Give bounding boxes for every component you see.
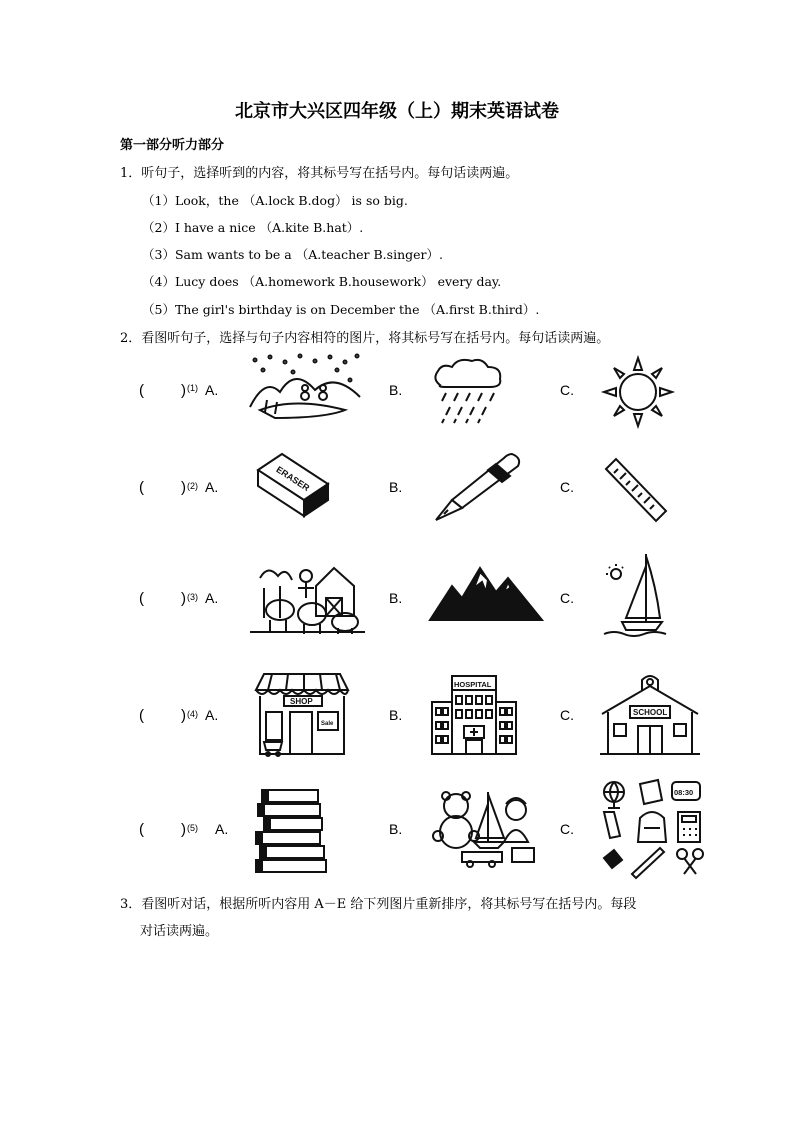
clock-time-label: 08:30 — [674, 788, 694, 797]
answer-bracket-close: ) — [181, 590, 186, 607]
answer-bracket-close: ) — [181, 479, 186, 496]
item-number: (1) — [187, 383, 198, 393]
eraser-icon — [252, 450, 332, 522]
option-c-label: C. — [560, 821, 574, 837]
question-1-item-3: （3）Sam wants to be a （A.teacher B.singer）. — [142, 247, 443, 262]
hospital-sign-label: HOSPITAL — [454, 680, 492, 689]
school-icon — [600, 672, 700, 758]
question-1-item-2: （2）I have a nice （A.kite B.hat）. — [142, 220, 364, 235]
hospital-icon — [430, 672, 518, 758]
option-a-label: A. — [205, 479, 219, 495]
toys-icon — [432, 788, 544, 866]
option-a-label: A. — [205, 382, 219, 398]
ruler-icon — [602, 455, 670, 525]
answer-bracket-open[interactable]: ( — [139, 382, 144, 399]
snow-scene-icon — [245, 352, 365, 422]
answer-bracket-open[interactable]: ( — [139, 707, 144, 724]
shop-sign-label: SHOP — [290, 697, 313, 706]
question-1-item-1: （1）Look，the （A.lock B.dog） is so big. — [142, 193, 408, 208]
answer-bracket-open[interactable]: ( — [139, 479, 144, 496]
rain-cloud-icon — [432, 357, 504, 425]
item-number: (3) — [187, 592, 198, 602]
option-c-label: C. — [560, 479, 574, 495]
option-b-label: B. — [389, 821, 403, 837]
question-2-instruction: 2．看图听句子，选择与句子内容相符的图片，将其标号写在括号内。每句话读两遍。 — [120, 331, 610, 346]
item-number: (4) — [187, 709, 198, 719]
question-3-instruction: 3．看图听对话，根据所听内容用 A－E 给下列图片重新排序，将其标号写在括号内。每段 — [120, 897, 637, 912]
answer-bracket-close: ) — [181, 707, 186, 724]
question-1-item-4: （4）Lucy does （A.homework B.housework） every day. — [142, 274, 502, 289]
page-title: 北京市大兴区四年级（上）期末英语试卷 — [235, 101, 559, 122]
option-c-label: C. — [560, 382, 574, 398]
sailboat-icon — [604, 552, 666, 640]
question-3-instruction-continued: 对话读两遍。 — [140, 924, 219, 939]
option-a-label: A. — [205, 707, 219, 723]
books-icon — [252, 786, 332, 874]
mountains-icon — [430, 562, 544, 624]
option-c-label: C. — [560, 590, 574, 606]
question-1-item-5: （5）The girl's birthday is on December the （A.first B.third）. — [142, 302, 540, 317]
part-one-heading: 第一部分听力部分 — [120, 138, 225, 153]
item-number: (5) — [187, 823, 198, 833]
answer-bracket-close: ) — [181, 382, 186, 399]
eraser-label: ERASER — [274, 464, 312, 494]
school-sign-label: SCHOOL — [633, 708, 668, 717]
option-a-label: A. — [215, 821, 229, 837]
sun-icon — [602, 356, 674, 428]
answer-bracket-open[interactable]: ( — [139, 590, 144, 607]
school-supplies-icon — [600, 778, 706, 878]
option-c-label: C. — [560, 707, 574, 723]
pen-icon — [432, 450, 524, 522]
sale-sign-label: Sale — [321, 721, 334, 727]
option-a-label: A. — [205, 590, 219, 606]
shop-icon — [252, 670, 352, 760]
option-b-label: B. — [389, 707, 403, 723]
answer-bracket-open[interactable]: ( — [139, 821, 144, 838]
option-b-label: B. — [389, 382, 403, 398]
item-number: (2) — [187, 481, 198, 491]
option-b-label: B. — [389, 479, 403, 495]
option-b-label: B. — [389, 590, 403, 606]
farm-icon — [250, 556, 365, 636]
answer-bracket-close: ) — [181, 821, 186, 838]
question-1-instruction: 1．听句子，选择听到的内容，将其标号写在括号内。每句话读两遍。 — [120, 166, 519, 181]
